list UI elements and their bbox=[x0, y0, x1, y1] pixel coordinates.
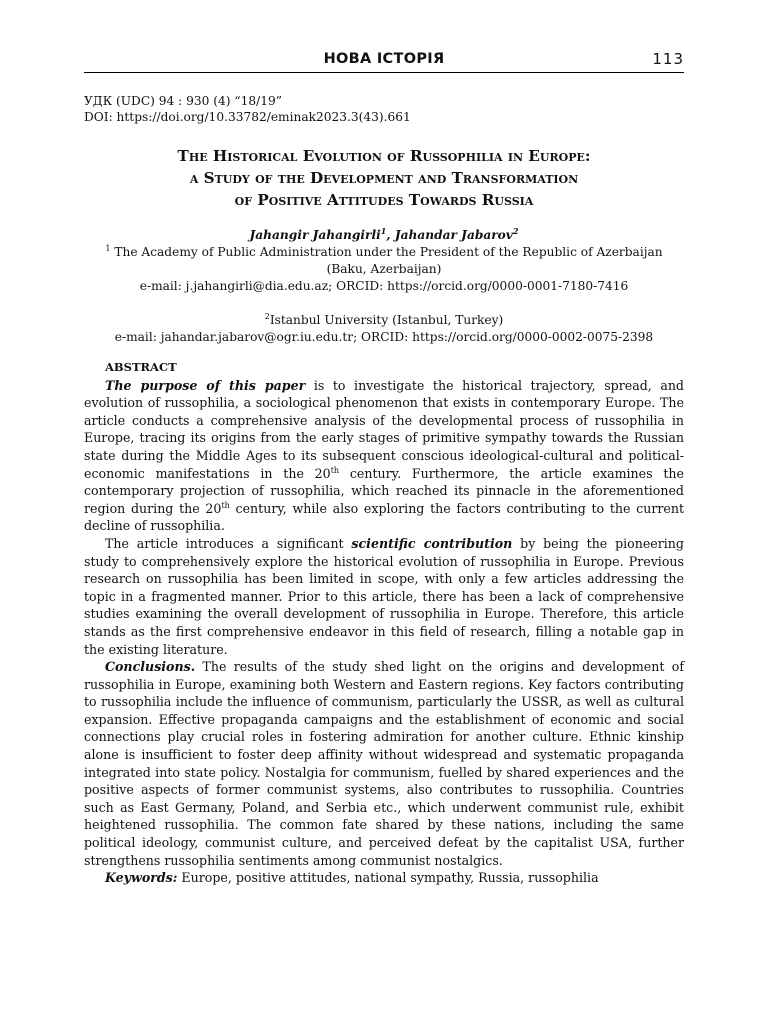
title-line-1: The Historical Evolution of Russophilia in Europe: bbox=[177, 147, 591, 165]
keywords-list: Europe, positive attitudes, national sympathy, Russia, russophilia bbox=[177, 870, 599, 886]
abstract-paragraph-contribution: The article introduces a significant scientific contribution by being the pioneering study to comprehensively explore the historical evolution of russophilia in Europe. Previous research on russophilia has been limited in scope, with only a few articles addressing the topic in a fragmented manner. Prior to this article, there has been a lack of comprehensive studies examining the overall development of russophilia in Europe. Therefore, this article stands as the first comprehensive endeavor in this field of research, filling a notable gap in the existing literature. bbox=[84, 535, 684, 657]
abstract-heading: ABSTRACT bbox=[105, 360, 177, 374]
abstract-paragraph-conclusions: Conclusions. The results of the study shed light on the origins and development of russophilia in Europe, examining both Western and Eastern regions. Key factors contributing to russophilia include the influence of communism, particularly the USSR, as well as cultural expansion. Effective propaganda campaigns and the establishment of economic and social connections play crucial roles in fostering admiration for another culture. Ethnic kinship alone is insufficient to foster deep affinity without widespread and systematic propaganda integrated into state policy. Nostalgia for communism, fuelled by shared experiences and the positive aspects of former communist systems, also contributes to russophilia. Countries such as East Germany, Poland, and Serbia etc., which underwent communist rule, exhibit heightened russophilia. The common fate shared by these nations, including the same political ideology, communist culture, and perceived defeat by the capitalist USA, further strengthens russophilia sentiments among communist nostalgics. bbox=[84, 659, 684, 868]
udc-code: УДК (UDC) 94 : 930 (4) “18/19” bbox=[84, 94, 282, 108]
author-1: Jahangir Jahangirli bbox=[249, 228, 381, 242]
keywords-lead: Keywords: bbox=[105, 870, 178, 886]
affiliation-2: $^2$Istanbul University (Istanbul, Turkey) bbox=[264, 311, 504, 327]
abstract-section bbox=[84, 359, 684, 887]
purpose-lead: The purpose of this paper bbox=[105, 377, 306, 393]
author-2-sup: 2 bbox=[512, 225, 519, 236]
affiliation-1-location: (Baku, Azerbaijan) bbox=[326, 262, 442, 276]
affiliation-1: $^1$ The Academy of Public Administration under the President of the Republic of Azerbaijan bbox=[105, 243, 663, 259]
affiliation-2-sup: 2 bbox=[264, 311, 270, 321]
running-header bbox=[84, 48, 684, 73]
contribution-emphasis: scientific contribution bbox=[351, 535, 513, 551]
keywords bbox=[84, 869, 684, 887]
conclusions-lead: Conclusions. bbox=[105, 659, 196, 675]
authors-block bbox=[84, 227, 684, 346]
author-names: Jahangir Jahangirli$^1$, Jahandar Jabarov$^2$ bbox=[249, 225, 519, 242]
page bbox=[84, 48, 684, 887]
journal-title: НОВА ІСТОРІЯ bbox=[323, 51, 445, 67]
article-title bbox=[84, 145, 684, 211]
contact-1[interactable]: e-mail: j.jahangirli@dia.edu.az; ORCID: https://orcid.org/0000-0001-7180-7416 bbox=[139, 279, 629, 293]
author-1-sup: 1 bbox=[380, 225, 387, 236]
article-metadata bbox=[84, 93, 684, 125]
title-line-2: a Study of the Development and Transformation bbox=[189, 169, 579, 187]
page-number: 113 bbox=[652, 50, 684, 68]
author-2: Jahandar Jabarov bbox=[394, 228, 513, 242]
affiliation-1-sup: 1 bbox=[105, 243, 111, 253]
title-line-3: of Positive Attitudes Towards Russia bbox=[234, 191, 534, 209]
doi-link[interactable]: DOI: https://doi.org/10.33782/eminak2023.3(43).661 bbox=[84, 110, 411, 124]
abstract-paragraph-purpose: The purpose of this paper is to investigate the historical trajectory, spread, and evolution of russophilia, a sociological phenomenon that exists in contemporary Europe. The article conducts a comprehensive analysis of the developmental process of russophilia in Europe, tracing its origins from the early stages of primitive sympathy towards the Russian state during the Middle Ages to its subsequent conscious ideological-cultural and political-economic manifestations in the 20th century. Furthermore, the article examines the contemporary projection of russophilia, which reached its pinnacle in the aforementioned region during the 20th century, while also exploring the factors contributing to the current decline of russophilia. bbox=[84, 377, 685, 534]
contact-2[interactable]: e-mail: jahandar.jabarov@ogr.iu.edu.tr; ORCID: https://orcid.org/0000-0002-0075-2398 bbox=[114, 330, 654, 344]
